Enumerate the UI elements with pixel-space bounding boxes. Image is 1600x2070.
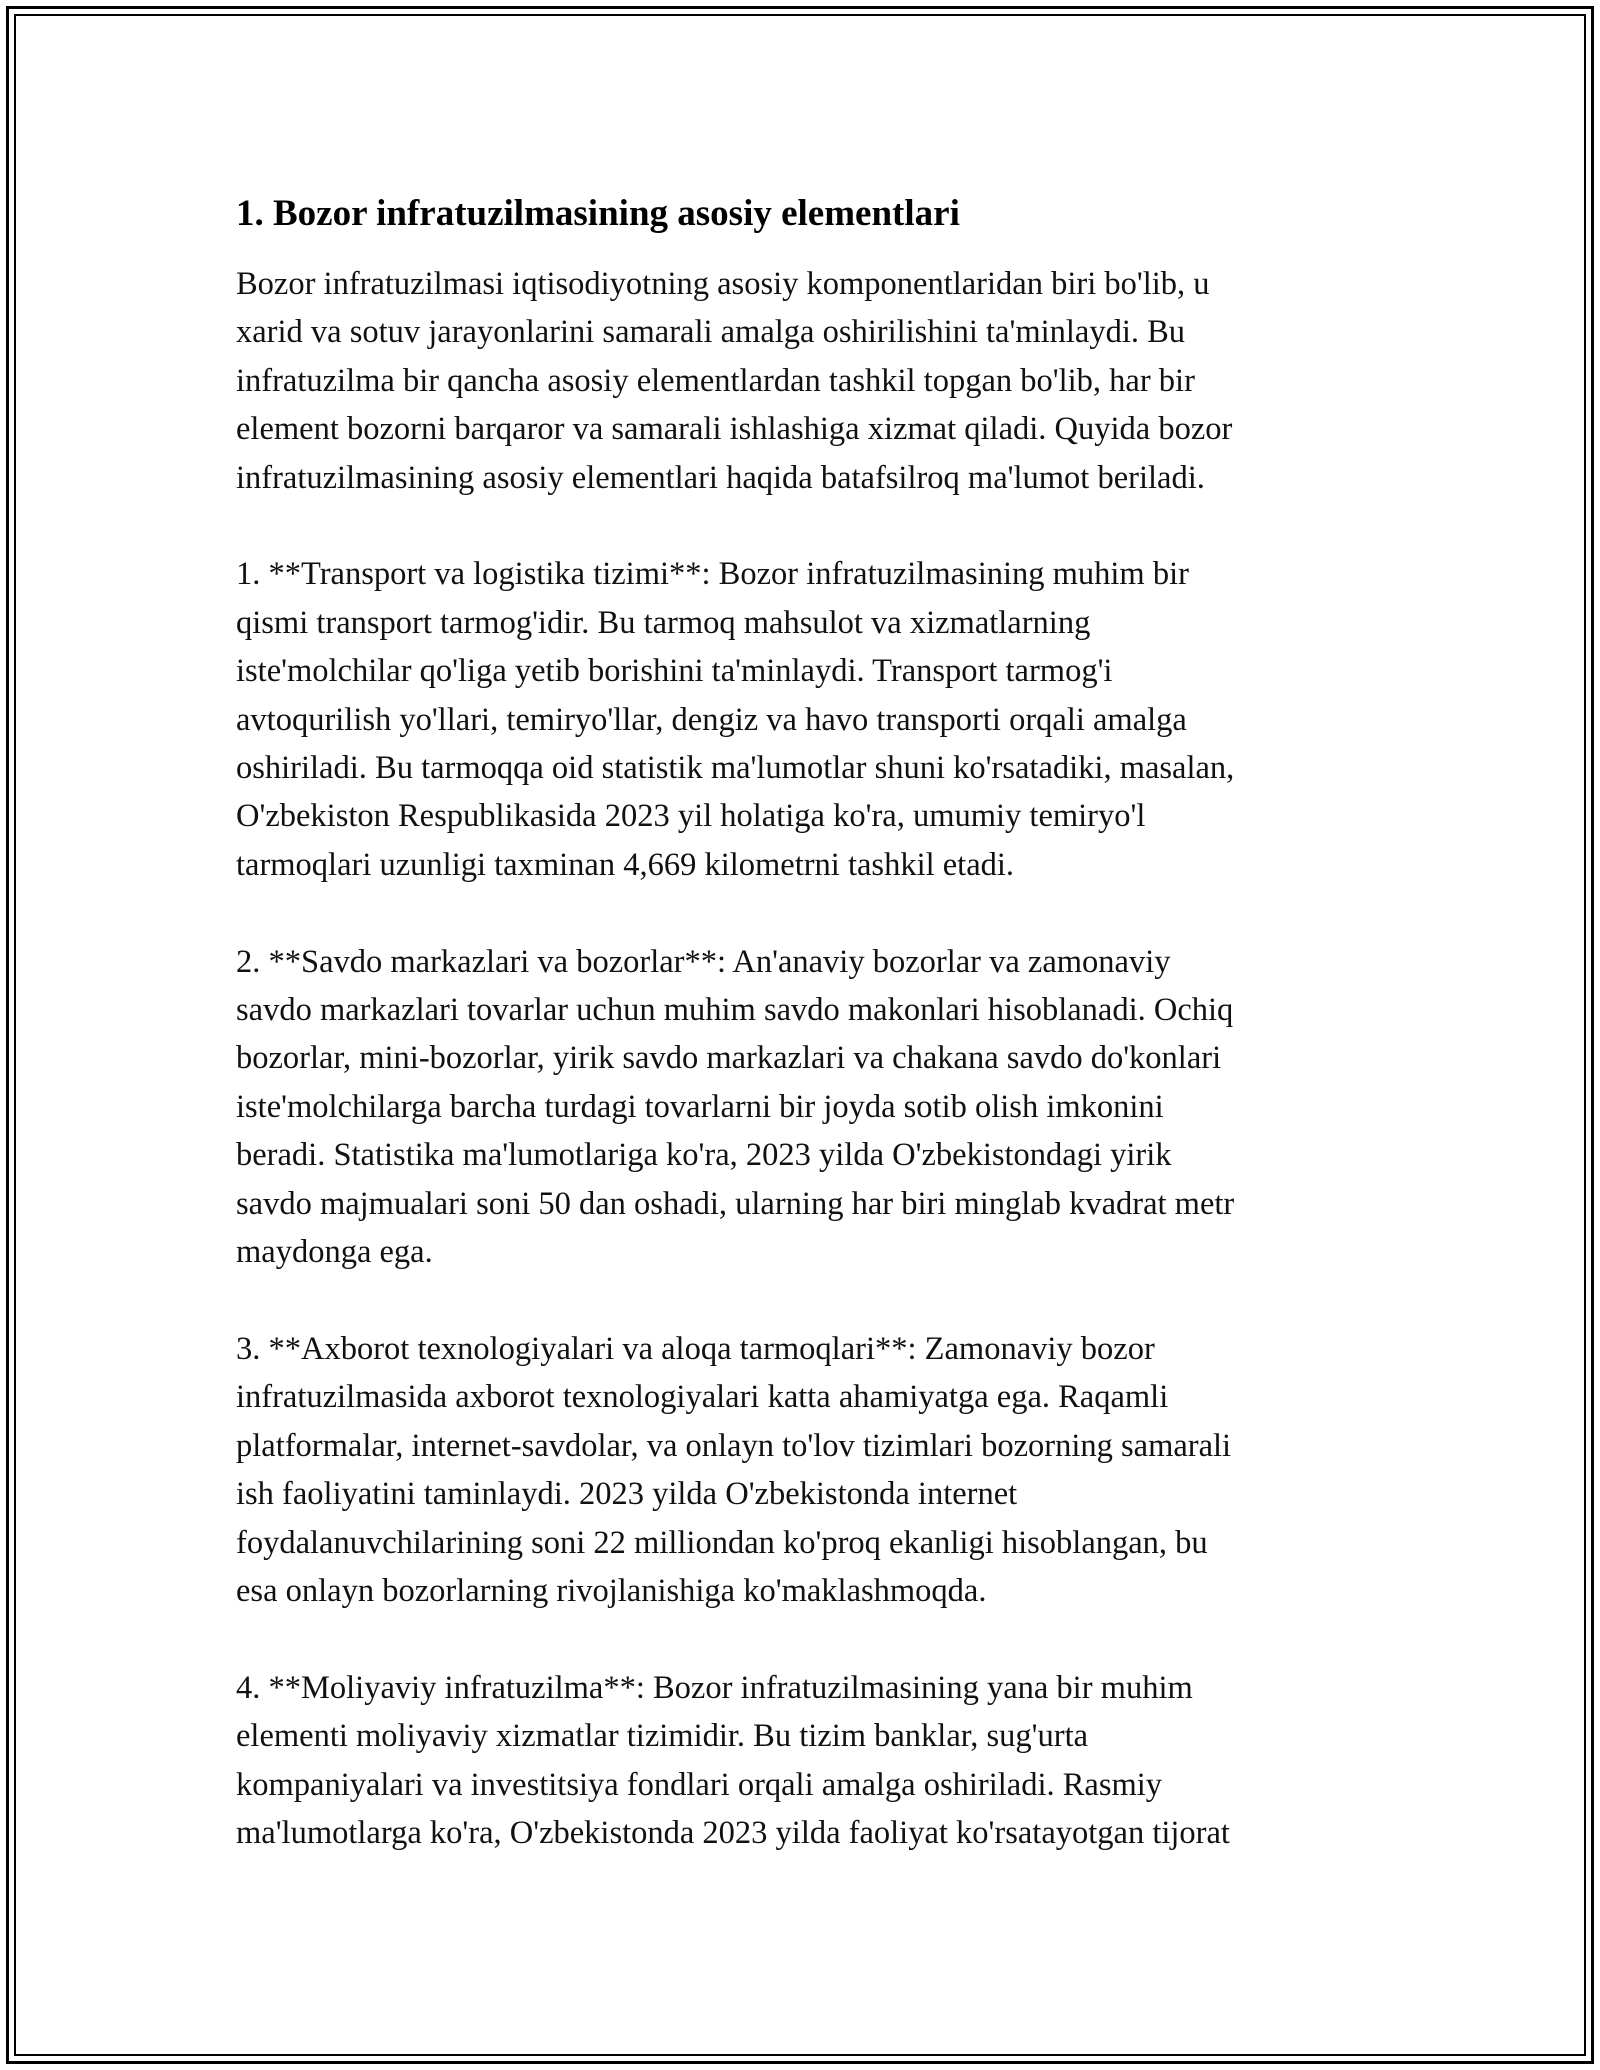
paragraph-transport — [236, 550, 1366, 889]
text-line: platformalar, internet-savdolar, va onlayn to'lov tizimlari bozorning samarali — [236, 1427, 1232, 1464]
text-line: infratuzilmasining asosiy elementlari haqida batafsilroq ma'lumot beriladi. — [236, 459, 1205, 496]
text-line: qismi transport tarmog'idir. Bu tarmoq mahsulot va xizmatlarning — [236, 604, 1091, 641]
paragraph-trade-centers — [236, 938, 1366, 1277]
text-line: infratuzilmasida axborot texnologiyalari katta ahamiyatga ega. Raqamli — [236, 1379, 1169, 1416]
paragraph-finance — [236, 1664, 1366, 1858]
text-line: kompaniyalari va investitsiya fondlari orqali amalga oshiriladi. Rasmiy — [236, 1766, 1163, 1803]
text-line: 1. **Transport va logistika tizimi**: Bozor infratuzilmasining muhim bir — [236, 556, 1189, 593]
text-line: O'zbekiston Respublikasida 2023 yil holatiga ko'ra, umumiy temiryo'l — [236, 798, 1146, 835]
text-line: elementi moliyaviy xizmatlar tizimidir. Bu tizim banklar, sug'urta — [236, 1718, 1089, 1755]
text-line: maydonga ega. — [236, 1234, 433, 1271]
text-line: 2. **Savdo markazlari va bozorlar**: An'anaviy bozorlar va zamonaviy — [236, 943, 1171, 980]
text-line: oshiriladi. Bu tarmoqqa oid statistik ma'lumotlar shuni ko'rsatadiki, masalan, — [236, 750, 1235, 787]
text-line: beradi. Statistika ma'lumotlariga ko'ra, 2023 yilda O'zbekistondagi yirik — [236, 1137, 1172, 1174]
text-line: bozorlar, mini-bozorlar, yirik savdo markazlari va chakana savdo do'konlari — [236, 1040, 1222, 1077]
paragraph-intro — [236, 260, 1366, 502]
document-body — [236, 186, 1366, 1906]
text-line: ma'lumotlarga ko'ra, O'zbekistonda 2023 yilda faoliyat ko'rsatayotgan tijorat — [236, 1814, 1230, 1851]
text-line: foydalanuvchilarining soni 22 milliondan ko'proq ekanligi hisoblangan, bu — [236, 1524, 1208, 1561]
text-line: ish faoliyatini taminlaydi. 2023 yilda O'zbekistonda internet — [236, 1476, 1018, 1513]
text-line: Bozor infratuzilmasi iqtisodiyotning asosiy komponentlaridan biri bo'lib, u — [236, 266, 1210, 302]
text-line: savdo markazlari tovarlar uchun muhim savdo makonlari hisoblanadi. Ochiq — [236, 992, 1234, 1029]
text-line: element bozorni barqaror va samarali ishlashiga xizmat qiladi. Quyida bozor — [236, 411, 1233, 448]
section-heading: 1. Bozor infratuzilmasining asosiy elementlari — [236, 193, 960, 234]
text-line: 3. **Axborot texnologiyalari va aloqa tarmoqlari**: Zamonaviy bozor — [236, 1330, 1155, 1367]
text-line: iste'molchilar qo'liga yetib borishini ta'minlaydi. Transport tarmog'i — [236, 653, 1113, 690]
text-line: avtoqurilish yo'llari, temiryo'llar, dengiz va havo transporti orqali amalga — [236, 701, 1187, 738]
paragraph-it — [236, 1325, 1366, 1615]
text-line: tarmoqlari uzunligi taxminan 4,669 kilometrni tashkil etadi. — [236, 846, 1015, 883]
text-line: infratuzilma bir qancha asosiy elementlardan tashkil topgan bo'lib, har bir — [236, 362, 1195, 399]
text-line: xarid va sotuv jarayonlarini samarali amalga oshirilishini ta'minlaydi. Bu — [236, 314, 1186, 351]
text-line: 4. **Moliyaviy infratuzilma**: Bozor infratuzilmasining yana bir muhim — [236, 1669, 1193, 1706]
text-line: iste'molchilarga barcha turdagi tovarlarni bir joyda sotib olish imkonini — [236, 1088, 1164, 1125]
text-line: savdo majmualari soni 50 dan oshadi, ularning har biri minglab kvadrat metr — [236, 1185, 1235, 1222]
text-line: esa onlayn bozorlarning rivojlanishiga ko'maklashmoqda. — [236, 1572, 987, 1609]
